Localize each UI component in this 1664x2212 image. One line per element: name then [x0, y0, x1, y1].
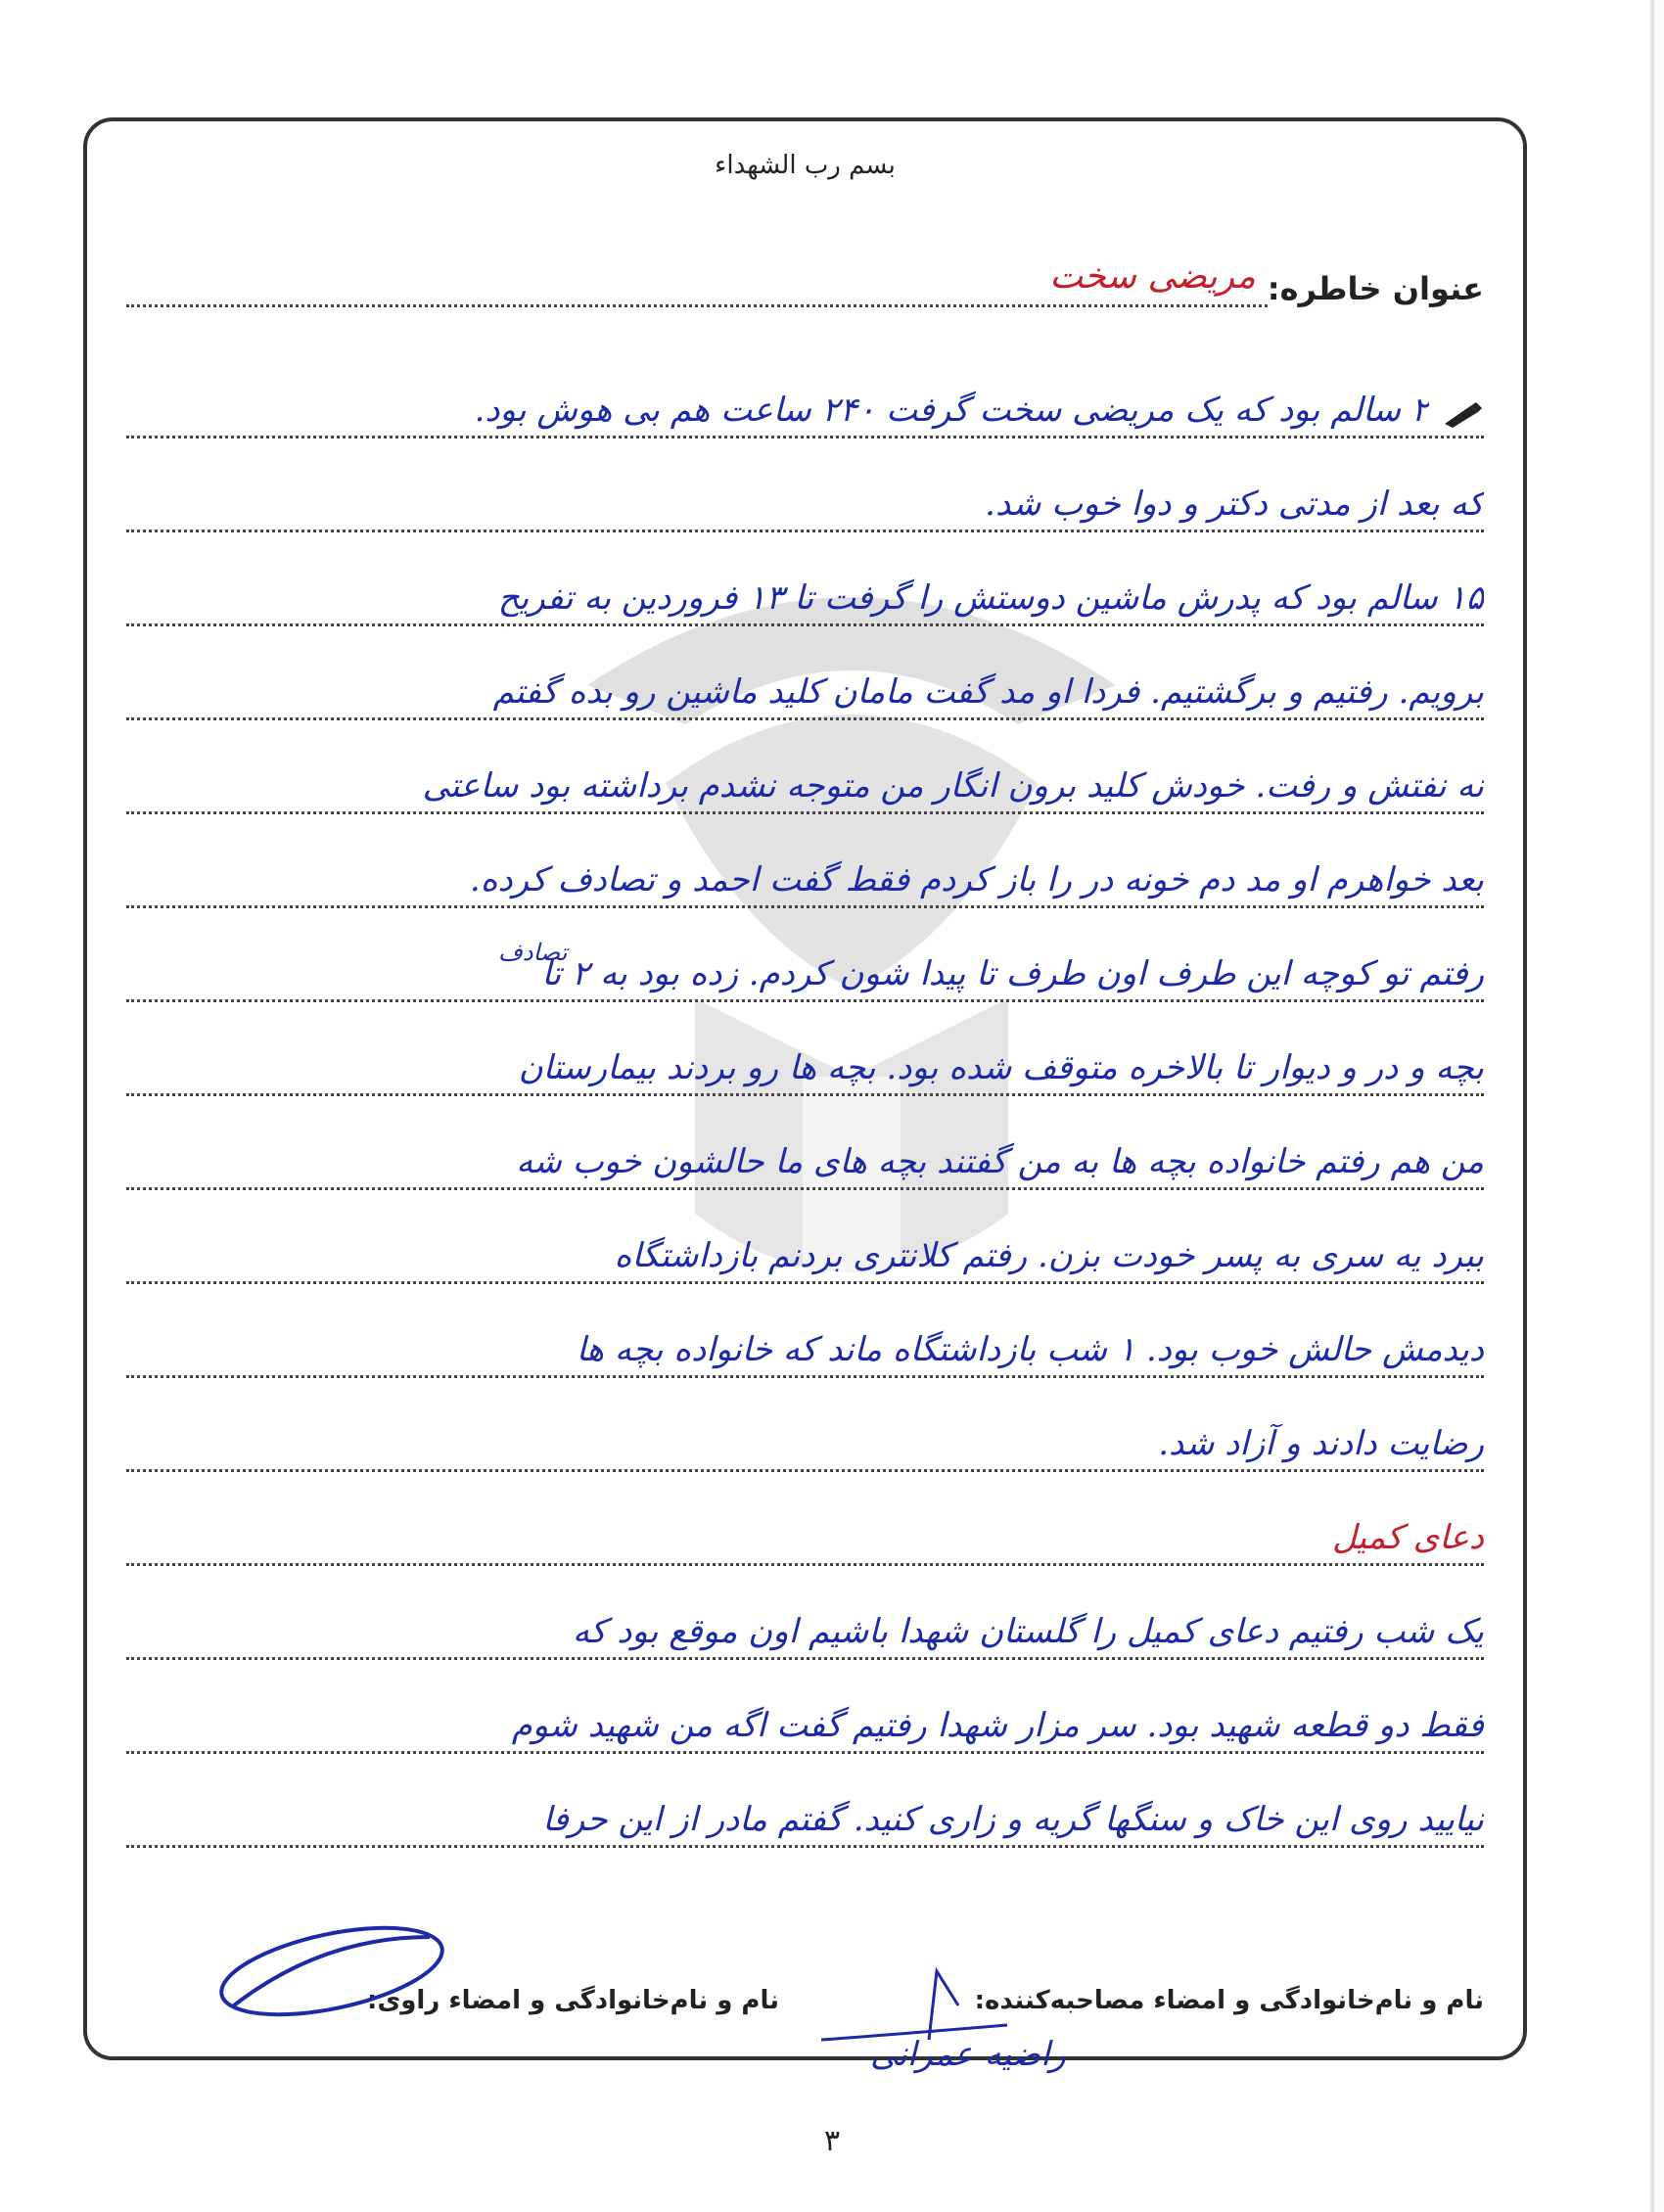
line-text: ۱۵ سالم بود که پدرش ماشین دوستش را گرفت تا ۱۳ فروردین به تفریح: [497, 578, 1484, 618]
line-text: بچه و در و دیوار تا بالاخره متوقف شده بود. بچه ها رو بردند بیمارستان: [518, 1048, 1484, 1087]
line-text: رفتم تو کوچه این طرف اون طرف تا پیدا شون کردم. زده بود به ۲ تا: [541, 954, 1484, 993]
writing-line: [126, 1190, 1484, 1284]
line-text: ببرد یه سری به پسر خودت بزن. رفتم کلانتری بردنم بازداشتگاه: [614, 1236, 1484, 1275]
memory-form-frame: [83, 117, 1527, 2074]
narrator-signature-label: نام و نام‌خانوادگی و امضاء راوی:: [367, 1986, 779, 2015]
inserted-word-annotation: تصادف: [498, 939, 568, 966]
line-text: برویم. رفتیم و برگشتیم. فردا او مد گفت مامان کلید ماشین رو بده گفتم: [492, 672, 1484, 712]
writing-line-subtitle: [126, 1472, 1484, 1566]
page-number: ۳: [823, 2124, 841, 2158]
interviewer-name: راضیه عمرانی: [870, 2035, 1066, 2074]
writing-line: [126, 438, 1484, 532]
memory-lines: [126, 345, 1484, 1848]
writing-line: [126, 908, 1484, 1002]
writing-line: [126, 532, 1484, 626]
subtitle-text: دعای کمیل: [1331, 1518, 1484, 1557]
writing-line: [126, 1660, 1484, 1754]
line-text: که بعد از مدتی دکتر و دوا خوب شد.: [985, 484, 1484, 524]
pen-icon: [1441, 400, 1484, 430]
line-text: نه نفتش و رفت. خودش کلید برون انگار من متوجه نشدم برداشته بود ساعتی: [422, 766, 1484, 806]
line-text: فقط دو قطعه شهید بود. سر مزار شهدا رفتیم گفت اگه من شهید شوم: [511, 1706, 1484, 1745]
title-label: عنوان خاطره:: [1267, 270, 1484, 307]
line-text: ۲ سالم بود که یک مریضی سخت گرفت ۲۴۰ ساعت هم بی هوش بود.: [474, 391, 1429, 430]
writing-line: [126, 345, 1484, 438]
line-text: یک شب رفتیم دعای کمیل را گلستان شهدا باشیم اون موقع بود که: [573, 1612, 1484, 1651]
writing-line: [126, 1284, 1484, 1378]
writing-line: [126, 814, 1484, 908]
line-text: من هم رفتم خانواده بچه ها به من گفتند بچه های ما حالشون خوب شه: [516, 1142, 1484, 1181]
line-text: دیدمش حالش خوب بود. ۱ شب بازداشتگاه ماند که خانواده بچه ها: [576, 1330, 1484, 1369]
writing-line: [126, 1754, 1484, 1848]
writing-line: [126, 720, 1484, 814]
writing-line: [126, 1096, 1484, 1190]
interviewer-signature-label: نام و نام‌خانوادگی و امضاء مصاحبه‌کننده:: [974, 1986, 1484, 2015]
line-text: رضایت دادند و آزاد شد.: [1158, 1424, 1484, 1463]
line-text: بعد خواهرم او مد دم خونه در را باز کردم فقط گفت احمد و تصادف کرده.: [469, 860, 1484, 899]
writing-line: [126, 1378, 1484, 1472]
header-bismillah: بسم رب الشهداء: [715, 151, 896, 180]
writing-line: [126, 1566, 1484, 1660]
line-text: نیایید روی این خاک و سنگها گریه و زاری کنید. گفتم مادر از این حرفا: [542, 1800, 1484, 1839]
writing-line: [126, 1002, 1484, 1096]
narrator-signature-scribble: [205, 1917, 459, 2025]
title-row: [126, 249, 1484, 307]
title-value: مریضی سخت: [126, 250, 1268, 307]
writing-line: [126, 626, 1484, 720]
